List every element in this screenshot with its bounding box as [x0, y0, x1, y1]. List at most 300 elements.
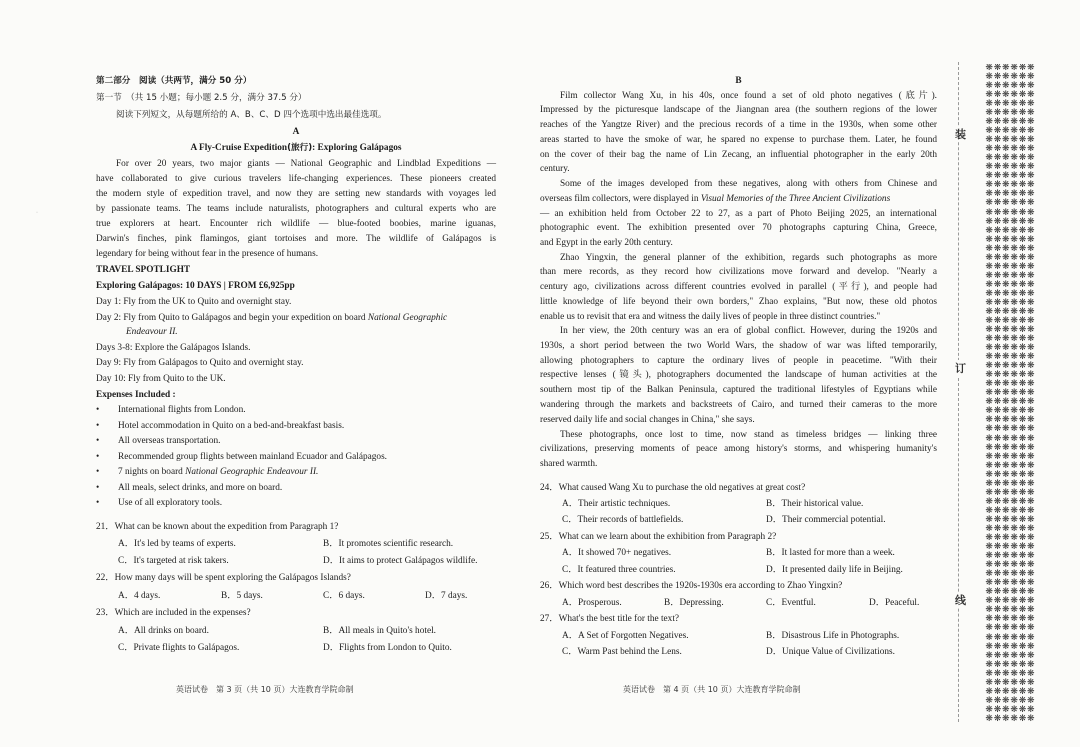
pattern-glyph: ❋ [1010, 270, 1018, 281]
para-line: allowing photographers to capture the ordinary lives of people in peacetime. "With their [540, 356, 937, 366]
pattern-glyph: ❋ [985, 542, 993, 553]
pattern-glyph: ❋ [993, 361, 1002, 372]
para-line: Film collector Wang Xu, in his 40s, once found a set of old photo negatives (底片). [560, 91, 937, 101]
pattern-glyph: ❋ [1027, 713, 1035, 724]
pattern-glyph: ❋ [1018, 180, 1027, 191]
q25-option-a[interactable]: A．It showed 70+ negatives. [562, 548, 672, 558]
pattern-glyph: ❋ [985, 297, 993, 308]
passage-letter-b: B [735, 76, 742, 86]
pattern-glyph: ❋ [1010, 397, 1018, 408]
pattern-glyph: ❋ [993, 64, 1002, 73]
para-line: reserved daily life and social changes in China," she says. [540, 415, 755, 425]
pattern-glyph: ❋ [985, 659, 993, 670]
expense-item: • Recommended group flights between mainland Ecuador and Galápagos. [96, 451, 387, 463]
pattern-glyph: ❋ [1002, 388, 1010, 399]
pattern-glyph: ❋ [1027, 659, 1035, 670]
pattern-glyph: ❋ [1010, 189, 1018, 200]
pattern-glyph: ❋ [1027, 99, 1035, 110]
pattern-glyph: ❋ [1027, 216, 1035, 227]
pattern-glyph: ❋ [1018, 695, 1027, 706]
pattern-glyph: ❋ [1018, 505, 1027, 516]
pattern-glyph: ❋ [1018, 713, 1027, 724]
day-1: Day 1: Fly from the UK to Quito and overnight stay. [96, 297, 292, 307]
pattern-glyph: ❋ [1018, 487, 1027, 498]
pattern-glyph: ❋ [985, 442, 993, 453]
pattern-glyph: ❋ [1018, 442, 1027, 453]
pattern-glyph: ❋ [985, 496, 993, 507]
pattern-glyph: ❋ [1018, 551, 1027, 562]
pattern-glyph: ❋ [1010, 533, 1018, 544]
pattern-glyph: ❋ [1002, 533, 1010, 544]
pattern-glyph: ❋ [1002, 415, 1010, 426]
expense-item: • All meals, select drinks, and more on board. [96, 482, 282, 494]
q21-option-c[interactable]: C．It's targeted at risk takers. [118, 556, 229, 566]
pattern-glyph: ❋ [985, 270, 993, 281]
q21-option-a[interactable]: A．It's led by teams of experts. [118, 539, 236, 549]
pattern-glyph: ❋ [1010, 632, 1018, 643]
pattern-glyph: ❋ [985, 650, 993, 661]
pattern-glyph: ❋ [1018, 135, 1027, 146]
para-line: Impressed by the picturesque landscape of the Jiangnan area (the southern regions of the lower [540, 105, 937, 115]
pattern-glyph: ❋ [1010, 713, 1018, 724]
q24-option-c[interactable]: C．Their records of battlefields. [562, 515, 684, 525]
pattern-glyph: ❋ [1018, 388, 1027, 399]
page-footer: 英语试卷 第 3 页（共 10 页）大连教育学院命制 [176, 685, 354, 694]
pattern-glyph: ❋ [993, 551, 1002, 562]
pattern-glyph: ❋ [993, 90, 1002, 101]
pattern-glyph: ❋ [1018, 216, 1027, 227]
pattern-glyph: ❋ [1018, 333, 1027, 344]
pattern-glyph: ❋ [1002, 261, 1010, 272]
pattern-glyph: ❋ [993, 153, 1002, 164]
pattern-glyph: ❋ [993, 487, 1002, 498]
pattern-glyph: ❋ [1002, 442, 1010, 453]
pattern-glyph: ❋ [1018, 324, 1027, 335]
pattern-glyph: ❋ [985, 207, 993, 218]
pattern-glyph: ❋ [1018, 288, 1027, 299]
pattern-glyph: ❋ [1018, 623, 1027, 634]
pattern-glyph: ❋ [1027, 324, 1035, 335]
pattern-glyph: ❋ [1018, 315, 1027, 326]
pattern-glyph: ❋ [1018, 596, 1027, 607]
pattern-glyph: ❋ [985, 632, 993, 643]
pattern-glyph: ❋ [1010, 496, 1018, 507]
pattern-glyph: ❋ [1027, 171, 1035, 182]
pattern-glyph: ❋ [1002, 686, 1010, 697]
pattern-glyph: ❋ [985, 523, 993, 534]
pattern-glyph: ❋ [985, 81, 993, 92]
day-9: Day 9: Fly from Galápagos to Quito and overnight stay. [96, 358, 304, 368]
binding-mark-ding: 订 [955, 362, 966, 375]
pattern-glyph: ❋ [1010, 198, 1018, 209]
pattern-glyph: ❋ [1010, 207, 1018, 218]
pattern-glyph: ❋ [1002, 288, 1010, 299]
q27-option-d[interactable]: D．Unique Value of Civilizations. [766, 647, 895, 657]
page-footer: 英语试卷 第 4 页（共 10 页）大连教育学院命制 [623, 685, 801, 694]
pattern-glyph: ❋ [985, 605, 993, 616]
question-23: 23．Which are included in the expenses? [96, 608, 251, 618]
pattern-glyph: ❋ [1002, 406, 1010, 417]
q23-option-a[interactable]: A．All drinks on board. [118, 626, 209, 636]
pattern-glyph: ❋ [993, 415, 1002, 426]
para-line: and Egypt in the early 20th century. [540, 238, 673, 248]
pattern-glyph: ❋ [985, 216, 993, 227]
pattern-glyph: ❋ [1002, 650, 1010, 661]
pattern-glyph: ❋ [993, 297, 1002, 308]
pattern-glyph: ❋ [985, 713, 993, 724]
pattern-glyph: ❋ [993, 171, 1002, 182]
pattern-glyph: ❋ [1018, 117, 1027, 128]
pattern-glyph: ❋ [985, 569, 993, 580]
pattern-glyph: ❋ [1027, 451, 1035, 462]
pattern-glyph: ❋ [1010, 433, 1018, 444]
para-line: little knowledge of life beyond their own borders," Zhao explains, "But now, these old photos [540, 297, 937, 307]
pattern-glyph: ❋ [1002, 126, 1010, 137]
pattern-glyph: ❋ [1002, 569, 1010, 580]
pattern-glyph: ❋ [1010, 478, 1018, 489]
pattern-glyph: ❋ [1027, 514, 1035, 525]
pattern-glyph: ❋ [1010, 487, 1018, 498]
pattern-glyph: ❋ [1027, 135, 1035, 146]
pattern-glyph: ❋ [1027, 704, 1035, 715]
q24-option-d[interactable]: D．Their commercial potential. [766, 515, 886, 525]
pattern-glyph: ❋ [993, 144, 1002, 155]
pattern-glyph: ❋ [1002, 171, 1010, 182]
para-line: on the cover of their bag the name of Lin Zecang, an influential photographer in the early 20th [540, 150, 937, 160]
pattern-glyph: ❋ [1027, 424, 1035, 435]
pattern-glyph: ❋ [993, 397, 1002, 408]
pattern-glyph: ❋ [1010, 343, 1018, 354]
pattern-glyph: ❋ [985, 324, 993, 335]
pattern-glyph: ❋ [1010, 668, 1018, 679]
pattern-glyph: ❋ [993, 108, 1002, 119]
pattern-glyph: ❋ [985, 623, 993, 634]
pattern-glyph: ❋ [1027, 252, 1035, 263]
q25-option-c[interactable]: C．It featured three countries. [562, 565, 676, 575]
pattern-glyph: ❋ [1010, 551, 1018, 562]
pattern-glyph: ❋ [985, 388, 993, 399]
travel-spotlight: TRAVEL SPOTLIGHT [96, 265, 191, 275]
pattern-glyph: ❋ [1002, 64, 1010, 73]
pattern-glyph: ❋ [1027, 361, 1035, 372]
pattern-glyph: ❋ [1027, 64, 1035, 73]
pattern-glyph: ❋ [993, 72, 1002, 83]
pattern-glyph: ❋ [985, 189, 993, 200]
pattern-glyph: ❋ [1027, 153, 1035, 164]
para-line: 1930s, a short period between the two World Wars, the shadow of war was lifted temporarily, [540, 341, 937, 351]
pattern-glyph: ❋ [1010, 99, 1018, 110]
pattern-glyph: ❋ [1018, 90, 1027, 101]
pattern-glyph: ❋ [1010, 469, 1018, 480]
pattern-glyph: ❋ [1027, 614, 1035, 625]
pattern-glyph: ❋ [993, 587, 1002, 598]
pattern-glyph: ❋ [993, 433, 1002, 444]
pattern-glyph: ❋ [1027, 117, 1035, 128]
pattern-glyph: ❋ [1018, 451, 1027, 462]
pattern-glyph: ❋ [1027, 306, 1035, 317]
pattern-glyph: ❋ [1018, 478, 1027, 489]
q22-option-a[interactable]: A．4 days. [118, 591, 161, 601]
pattern-glyph: ❋ [985, 243, 993, 254]
pattern-glyph: ❋ [993, 542, 1002, 553]
q23-option-d[interactable]: D．Flights from London to Quito. [323, 643, 452, 653]
pattern-glyph: ❋ [993, 605, 1002, 616]
pattern-glyph: ❋ [993, 207, 1002, 218]
pattern-glyph: ❋ [985, 72, 993, 83]
pattern-glyph: ❋ [993, 370, 1002, 381]
pattern-glyph: ❋ [1018, 370, 1027, 381]
pattern-glyph: ❋ [993, 81, 1002, 92]
pattern-glyph: ❋ [1002, 623, 1010, 634]
pattern-glyph: ❋ [1010, 623, 1018, 634]
pattern-glyph: ❋ [1027, 72, 1035, 83]
pattern-glyph: ❋ [1010, 297, 1018, 308]
pattern-glyph: ❋ [1002, 578, 1010, 589]
pattern-glyph: ❋ [1010, 117, 1018, 128]
pattern-glyph: ❋ [993, 252, 1002, 263]
pattern-glyph: ❋ [1027, 180, 1035, 191]
pattern-glyph: ❋ [1002, 252, 1010, 263]
pattern-glyph: ❋ [1018, 207, 1027, 218]
pattern-glyph: ❋ [1002, 279, 1010, 290]
pattern-glyph: ❋ [1010, 659, 1018, 670]
pattern-glyph: ❋ [985, 433, 993, 444]
pattern-glyph: ❋ [1010, 505, 1018, 516]
pattern-glyph: ❋ [1002, 460, 1010, 471]
pattern-glyph: ❋ [1018, 352, 1027, 363]
pattern-glyph: ❋ [1018, 234, 1027, 245]
pattern-glyph: ❋ [1002, 668, 1010, 679]
q22-option-c[interactable]: C．6 days. [323, 591, 365, 601]
pattern-glyph: ❋ [993, 126, 1002, 137]
pattern-glyph: ❋ [1027, 686, 1035, 697]
pattern-glyph: ❋ [985, 551, 993, 562]
q27-option-a[interactable]: A．A Set of Forgotten Negatives. [562, 631, 689, 641]
q26-option-b[interactable]: B．Depressing. [664, 598, 724, 608]
pattern-glyph: ❋ [1018, 469, 1027, 480]
pattern-glyph: ❋ [1002, 270, 1010, 281]
pattern-glyph: ❋ [985, 333, 993, 344]
pattern-glyph: ❋ [1010, 587, 1018, 598]
para-line: century. [540, 164, 570, 174]
q22-option-b[interactable]: B．5 days. [221, 591, 263, 601]
pattern-glyph: ❋ [1002, 370, 1010, 381]
pattern-glyph: ❋ [1018, 171, 1027, 182]
pattern-glyph: ❋ [1027, 279, 1035, 290]
pattern-glyph: ❋ [993, 315, 1002, 326]
pattern-glyph: ❋ [993, 614, 1002, 625]
pattern-glyph: ❋ [985, 198, 993, 209]
pattern-glyph: ❋ [1018, 523, 1027, 534]
pattern-glyph: ❋ [1002, 243, 1010, 254]
q25-option-d[interactable]: D．It presented daily life in Beijing. [766, 565, 903, 575]
q25-option-b[interactable]: B．It lasted for more than a week. [766, 548, 895, 558]
pattern-glyph: ❋ [1018, 397, 1027, 408]
pattern-glyph: ❋ [1010, 279, 1018, 290]
section-title: 第二部分 阅读（共两节，满分 50 分） [96, 76, 252, 86]
pattern-glyph: ❋ [1027, 677, 1035, 688]
pattern-glyph: ❋ [1010, 578, 1018, 589]
pattern-glyph: ❋ [985, 695, 993, 706]
pattern-glyph: ❋ [1027, 406, 1035, 417]
pattern-glyph: ❋ [1027, 533, 1035, 544]
pattern-glyph: ❋ [1002, 379, 1010, 390]
para-line: photographic event. The exhibition presented over 70 photographs capturing China, Greece, [540, 223, 937, 233]
q23-option-b[interactable]: B．All meals in Quito's hotel. [323, 626, 436, 636]
pattern-glyph: ❋ [993, 243, 1002, 254]
pattern-glyph: ❋ [1027, 270, 1035, 281]
pattern-glyph: ❋ [1027, 108, 1035, 119]
pattern-glyph: ❋ [985, 234, 993, 245]
para-line: For over 20 years, two major giants — National Geographic and Lindblad Expeditions — [116, 159, 496, 169]
expenses-title: Expenses Included : [96, 390, 176, 400]
pattern-glyph: ❋ [1018, 162, 1027, 173]
pattern-glyph: ❋ [1027, 207, 1035, 218]
pattern-glyph: ❋ [1018, 99, 1027, 110]
pattern-glyph: ❋ [1018, 153, 1027, 164]
pattern-glyph: ❋ [985, 469, 993, 480]
q23-option-c[interactable]: C．Private flights to Galápagos. [118, 643, 240, 653]
q21-option-d[interactable]: D．It aims to protect Galápagos wildlife. [323, 556, 478, 566]
pattern-glyph: ❋ [1018, 433, 1027, 444]
pattern-glyph: ❋ [1002, 677, 1010, 688]
q27-option-c[interactable]: C．Warm Past behind the Lens. [562, 647, 682, 657]
pattern-glyph: ❋ [1018, 297, 1027, 308]
pattern-glyph: ❋ [1002, 523, 1010, 534]
pattern-glyph: ❋ [993, 578, 1002, 589]
pattern-glyph: ❋ [1027, 641, 1035, 652]
pattern-glyph: ❋ [1002, 505, 1010, 516]
pattern-glyph: ❋ [985, 252, 993, 263]
pattern-glyph: ❋ [1018, 424, 1027, 435]
pattern-glyph: ❋ [985, 261, 993, 272]
pattern-glyph: ❋ [1010, 64, 1018, 73]
pattern-glyph: ❋ [985, 587, 993, 598]
pattern-glyph: ❋ [993, 279, 1002, 290]
pattern-glyph: ❋ [985, 64, 993, 73]
pattern-glyph: ❋ [1010, 388, 1018, 399]
pattern-glyph: ❋ [1002, 153, 1010, 164]
pattern-glyph: ❋ [1027, 632, 1035, 643]
pattern-glyph: ❋ [1002, 234, 1010, 245]
para-line: civilizations, preserving moments of peace among history's storms, and whispering humanity's [540, 444, 937, 454]
pattern-glyph: ❋ [1010, 596, 1018, 607]
pattern-glyph: ❋ [1010, 406, 1018, 417]
pattern-glyph: ❋ [1010, 460, 1018, 471]
pattern-glyph: ❋ [993, 469, 1002, 480]
pattern-glyph: ❋ [1027, 668, 1035, 679]
para-line: areas started to have the smoke of war, he spared no expense to purchase them. Later, he found [540, 135, 937, 145]
pattern-glyph: ❋ [985, 614, 993, 625]
q24-option-b[interactable]: B．Their historical value. [766, 499, 864, 509]
pattern-glyph: ❋ [1018, 379, 1027, 390]
pattern-glyph: ❋ [993, 641, 1002, 652]
pattern-glyph: ❋ [1002, 135, 1010, 146]
pattern-glyph: ❋ [993, 677, 1002, 688]
pattern-glyph: ❋ [1018, 578, 1027, 589]
q22-option-d[interactable]: D．7 days. [425, 591, 468, 601]
scan-speck: · [36, 210, 38, 216]
q26-option-d[interactable]: D．Peaceful. [869, 598, 920, 608]
pattern-glyph: ❋ [1010, 641, 1018, 652]
pattern-glyph: ❋ [1027, 551, 1035, 562]
pattern-glyph: ❋ [993, 478, 1002, 489]
question-24: 24．What caused Wang Xu to purchase the old negatives at great cost? [540, 483, 806, 493]
pattern-glyph: ❋ [1010, 650, 1018, 661]
pattern-glyph: ❋ [1027, 388, 1035, 399]
pattern-glyph: ❋ [1027, 587, 1035, 598]
binding-line [955, 62, 975, 722]
pattern-glyph: ❋ [985, 641, 993, 652]
pattern-glyph: ❋ [1018, 560, 1027, 571]
pattern-glyph: ❋ [1010, 144, 1018, 155]
question-26: 26．Which word best describes the 1920s-1930s era according to Zhao Yingxin? [540, 581, 843, 591]
pattern-glyph: ❋ [985, 424, 993, 435]
pattern-glyph: ❋ [1002, 216, 1010, 227]
pattern-glyph: ❋ [985, 560, 993, 571]
pattern-glyph: ❋ [1002, 315, 1010, 326]
q21-option-b[interactable]: B．It promotes scientific research. [323, 539, 454, 549]
pattern-glyph: ❋ [985, 144, 993, 155]
pattern-glyph: ❋ [1010, 379, 1018, 390]
day-2: Day 2: Fly from Quito to Galápagos and begin your expedition on board National Geographic [96, 313, 448, 323]
pattern-glyph: ❋ [1002, 90, 1010, 101]
pattern-glyph: ❋ [1027, 623, 1035, 634]
pattern-glyph: ❋ [993, 180, 1002, 191]
pattern-glyph: ❋ [993, 704, 1002, 715]
pattern-glyph: ❋ [993, 99, 1002, 110]
para-line: by passionate teams. The teams include naturalists, photographers and cultural experts who are [96, 204, 496, 214]
pattern-glyph: ❋ [993, 632, 1002, 643]
pattern-glyph: ❋ [985, 361, 993, 372]
pattern-glyph: ❋ [1018, 533, 1027, 544]
pattern-glyph: ❋ [1027, 496, 1035, 507]
q24-option-a[interactable]: A．Their artistic techniques. [562, 499, 671, 509]
pattern-glyph: ❋ [1010, 243, 1018, 254]
pattern-glyph: ❋ [1027, 523, 1035, 534]
pattern-glyph: ❋ [1010, 162, 1018, 173]
pattern-glyph: ❋ [1002, 225, 1010, 236]
q26-option-c[interactable]: C．Eventful. [766, 598, 816, 608]
pattern-glyph: ❋ [1018, 614, 1027, 625]
pattern-glyph: ❋ [1018, 252, 1027, 263]
pattern-glyph: ❋ [1010, 288, 1018, 299]
pattern-glyph: ❋ [993, 135, 1002, 146]
para-line: overseas film collectors, were displayed in Visual Memories of the Three Ancient Civilizations [540, 194, 891, 204]
pattern-glyph: ❋ [985, 315, 993, 326]
pattern-glyph: ❋ [1010, 216, 1018, 227]
pattern-glyph: ❋ [1010, 686, 1018, 697]
q26-option-a[interactable]: A．Prosperous. [562, 598, 622, 608]
pattern-glyph: ❋ [993, 162, 1002, 173]
pattern-glyph: ❋ [993, 270, 1002, 281]
q27-option-b[interactable]: B．Disastrous Life in Photographs. [766, 631, 900, 641]
pattern-glyph: ❋ [1018, 261, 1027, 272]
pattern-glyph: ❋ [1002, 542, 1010, 553]
pattern-glyph: ❋ [993, 496, 1002, 507]
pattern-glyph: ❋ [1010, 324, 1018, 335]
pattern-glyph: ❋ [1002, 614, 1010, 625]
pattern-glyph: ❋ [1002, 560, 1010, 571]
pattern-glyph: ❋ [1027, 415, 1035, 426]
pattern-glyph: ❋ [1010, 306, 1018, 317]
pattern-glyph: ❋ [993, 216, 1002, 227]
pattern-glyph: ❋ [1018, 686, 1027, 697]
pattern-glyph: ❋ [993, 306, 1002, 317]
pattern-glyph: ❋ [985, 99, 993, 110]
pattern-glyph: ❋ [985, 343, 993, 354]
pattern-glyph: ❋ [1018, 496, 1027, 507]
